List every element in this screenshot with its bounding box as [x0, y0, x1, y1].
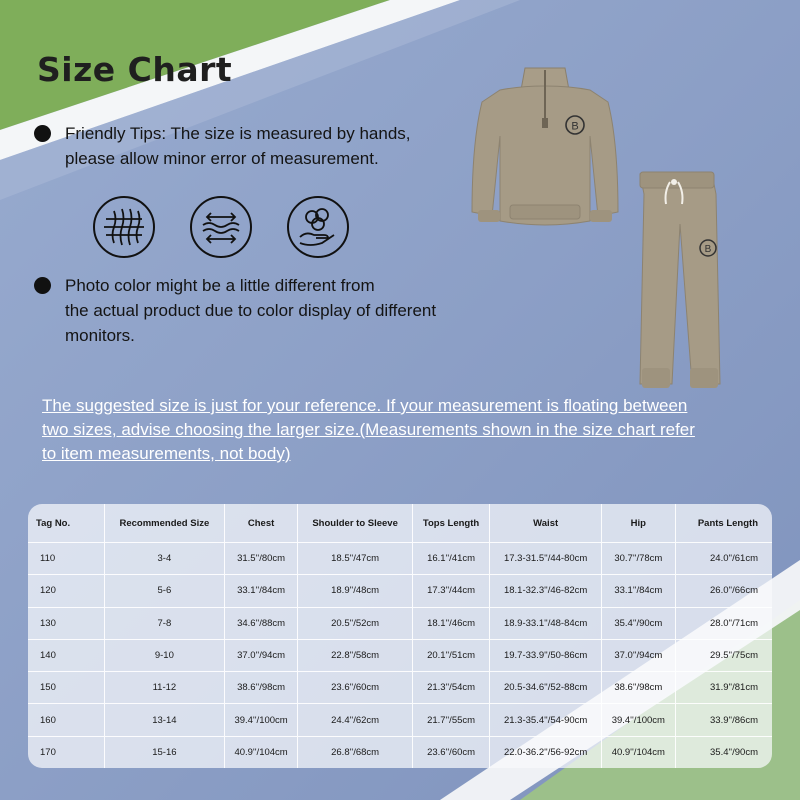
cell-pants-length: 29.5''/75cm — [676, 640, 772, 672]
cell-chest: 33.1''/84cm — [225, 575, 299, 607]
note-line: to item measurements, not body) — [42, 444, 291, 463]
cell-tops-length: 16.1''/41cm — [413, 543, 490, 575]
table-row — [28, 575, 772, 607]
cell-waist: 20.5-34.6''/52-88cm — [490, 672, 602, 704]
cell-tag-no: 120 — [28, 575, 105, 607]
cell-hip: 35.4''/90cm — [602, 608, 676, 640]
header-shoulder-to-sleeve: Shoulder to Sleeve — [298, 504, 412, 543]
breathable-mesh-icon — [92, 195, 156, 259]
cell-shoulder-to-sleeve: 20.5''/52cm — [298, 608, 412, 640]
sweater-logo: B — [571, 120, 579, 133]
table-row — [28, 704, 772, 736]
tip-line: monitors. — [65, 326, 135, 345]
cell-hip: 30.7''/78cm — [602, 543, 676, 575]
note-line: The suggested size is just for your reference. If your measurement is floating between — [42, 396, 688, 415]
color-tip — [34, 273, 436, 348]
sweater-image — [470, 60, 620, 230]
cell-shoulder-to-sleeve: 22.8''/58cm — [298, 640, 412, 672]
cell-recommended-size: 11-12 — [105, 672, 225, 704]
pants-logo: B — [704, 244, 712, 255]
cell-pants-length: 28.0''/71cm — [676, 608, 772, 640]
table-header-row — [28, 504, 772, 543]
cell-pants-length: 35.4''/90cm — [710, 746, 758, 758]
cell-chest: 40.9''/104cm — [225, 737, 299, 768]
cell-recommended-size: 13-14 — [105, 704, 225, 736]
cotton-soft-icon — [286, 195, 350, 259]
pants-image — [630, 168, 722, 398]
header-tag-no: Tag No. — [28, 504, 105, 543]
cell-tops-length: 20.1''/51cm — [413, 640, 490, 672]
cell-shoulder-to-sleeve: 18.5''/47cm — [298, 543, 412, 575]
size-table-container — [28, 504, 772, 768]
header-tops-length: Tops Length — [413, 504, 490, 543]
tip-line: the actual product due to color display of different — [65, 301, 437, 320]
cell-pants-length: 33.9''/86cm — [676, 704, 772, 736]
cell-recommended-size: 9-10 — [105, 640, 225, 672]
cell-waist: 19.7-33.9''/50-86cm — [490, 640, 602, 672]
cell-tops-length: 23.6''/60cm — [413, 737, 490, 768]
header-recommended-size: Recommended Size — [105, 504, 225, 543]
cell-tag-no: 110 — [28, 543, 105, 575]
cell-tops-length: 18.1''/46cm — [413, 608, 490, 640]
cell-tag-no: 140 — [28, 640, 105, 672]
page-title: Size Chart — [37, 50, 233, 89]
cell-shoulder-to-sleeve: 26.8''/68cm — [298, 737, 412, 768]
cell-tops-length: 17.3''/44cm — [413, 575, 490, 607]
cell-tag-no: 170 — [28, 737, 105, 768]
cell-recommended-size: 7-8 — [105, 608, 225, 640]
header-hip: Hip — [602, 504, 676, 543]
table-row — [28, 672, 772, 704]
cell-recommended-size: 3-4 — [105, 543, 225, 575]
cell-hip: 40.9''/104cm — [602, 737, 676, 768]
cell-tops-length: 21.7''/55cm — [413, 704, 490, 736]
tip-line: Photo color might be a little different from — [65, 276, 375, 295]
size-note — [42, 394, 762, 466]
cell-tops-length: 21.3''/54cm — [413, 672, 490, 704]
cell-hip: 33.1''/84cm — [602, 575, 676, 607]
cell-chest: 39.4''/100cm — [225, 704, 299, 736]
bullet-icon — [34, 277, 51, 294]
cell-tag-no: 130 — [28, 608, 105, 640]
friendly-tip — [34, 121, 411, 171]
header-pants-length: Pants Length — [676, 504, 772, 543]
table-row — [28, 543, 772, 575]
table-row — [28, 640, 772, 672]
cell-chest: 38.6''/98cm — [225, 672, 299, 704]
cell-tag-no: 150 — [28, 672, 105, 704]
cell-chest: 37.0''/94cm — [225, 640, 299, 672]
cell-chest: 34.6''/88cm — [225, 608, 299, 640]
tip-line: Friendly Tips: The size is measured by hands, — [65, 124, 411, 143]
cell-shoulder-to-sleeve: 23.6''/60cm — [298, 672, 412, 704]
header-waist: Waist — [490, 504, 602, 543]
tip-line: please allow minor error of measurement. — [65, 149, 379, 168]
table-row — [28, 608, 772, 640]
cell-shoulder-to-sleeve: 18.9''/48cm — [298, 575, 412, 607]
cell-tag-no: 160 — [28, 704, 105, 736]
stretch-fabric-icon — [189, 195, 253, 259]
cell-pants-length: 26.0''/66cm — [676, 575, 772, 607]
cell-hip: 38.6''/98cm — [602, 672, 676, 704]
cell-hip: 39.4''/100cm — [602, 704, 676, 736]
cell-waist: 18.1-32.3''/46-82cm — [490, 575, 602, 607]
table-row — [28, 737, 772, 768]
bullet-icon — [34, 125, 51, 142]
cell-hip: 37.0''/94cm — [602, 640, 676, 672]
cell-waist: 18.9-33.1''/48-84cm — [490, 608, 602, 640]
cell-recommended-size: 5-6 — [105, 575, 225, 607]
header-chest: Chest — [225, 504, 299, 543]
cell-pants-length: 24.0''/61cm — [676, 543, 772, 575]
cell-recommended-size: 15-16 — [105, 737, 225, 768]
cell-waist: 22.0-36.2''/56-92cm — [490, 737, 602, 768]
cell-shoulder-to-sleeve: 24.4''/62cm — [298, 704, 412, 736]
cell-chest: 31.5''/80cm — [225, 543, 299, 575]
cell-pants-length: 31.9''/81cm — [676, 672, 772, 704]
size-table — [28, 504, 772, 768]
note-line: two sizes, advise choosing the larger size.(Measurements shown in the size chart refer — [42, 420, 695, 439]
cell-waist: 17.3-31.5''/44-80cm — [490, 543, 602, 575]
cell-waist: 21.3-35.4''/54-90cm — [490, 704, 602, 736]
